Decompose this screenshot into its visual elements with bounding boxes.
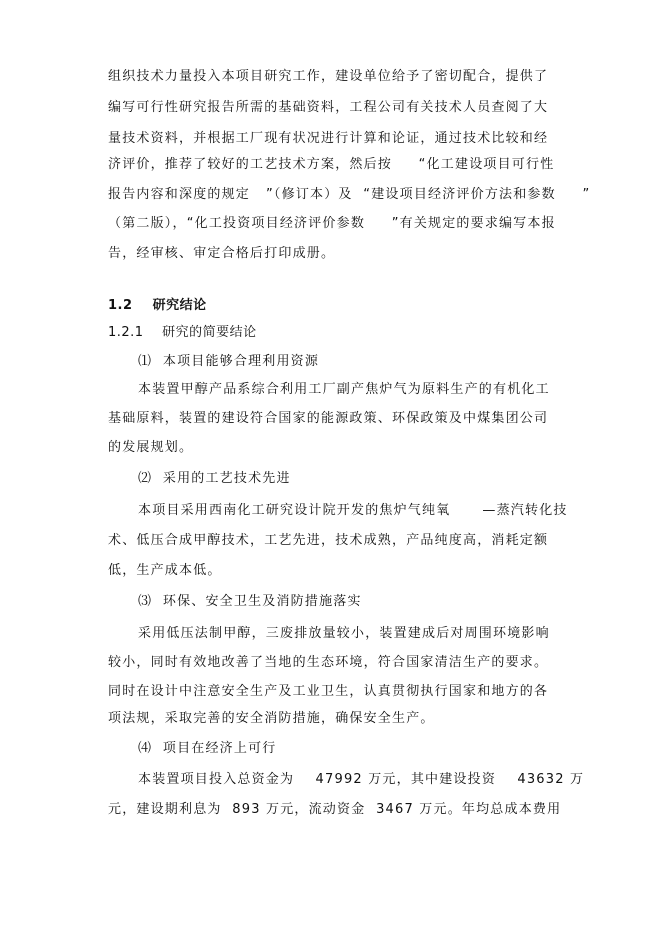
intro-line-5: 报告内容和深度的规定 ”（修订本）及 “建设项目经济评价方法和参数 ” (108, 187, 591, 202)
item-2-line-3: 低，生产成本低。 (108, 563, 222, 578)
intro-line-4: 济评价，推荐了较好的工艺技术方案，然后按 “化工建设项目可行性 (108, 157, 555, 172)
item-1-line-1: 本装置甲醇产品系综合利用工厂副产焦炉气为原料生产的有机化工 (138, 382, 550, 397)
item-3-line-2: 较小，同时有效地改善了当地的生态环境，符合国家清洁生产的要求。 (108, 655, 549, 670)
item-4-line-1: 本装置项目投入总资金为 47992 万元，其中建设投资 43632 万 (138, 772, 585, 787)
item-4-line-2: 元，建设期利息为 893 万元，流动资金 3467 万元。年均总成本费用 (108, 802, 562, 817)
subsection-heading: 1.2.1 研究的简要结论 (108, 325, 257, 340)
item-3-line-4: 项法规，采取完善的安全消防措施，确保安全生产。 (108, 711, 435, 726)
item-1-line-2: 基础原料，装置的建设符合国家的能源政策、环保政策及中煤集团公司 (108, 411, 549, 426)
intro-line-2: 编写可行性研究报告所需的基础资料，工程公司有关技术人员查阅了大 (108, 100, 549, 115)
item-3-line-3: 同时在设计中注意安全生产及工业卫生，认真贯彻执行国家和地方的各 (108, 684, 549, 699)
intro-line-3: 量技术资料，并根据工厂现有状况进行计算和论证，通过技术比较和经 (108, 131, 549, 146)
item-1-title: ⑴ 本项目能够合理利用资源 (138, 354, 320, 369)
item-3-title: ⑶ 环保、安全卫生及消防措施落实 (138, 594, 362, 609)
intro-line-1: 组织技术力量投入本项目研究工作，建设单位给予了密切配合，提供了 (108, 69, 549, 84)
intro-line-6: （第二版），“化工投资项目经济评价参数 ”有关规定的要求编写本报 (108, 216, 556, 231)
item-2-line-1: 本项目采用西南化工研究设计院开发的焦炉气纯氧 —蒸汽转化技 (138, 503, 568, 518)
item-2-title: ⑵ 采用的工艺技术先进 (138, 471, 291, 486)
item-4-title: ⑷ 项目在经济上可行 (138, 741, 277, 756)
intro-line-7: 告，经审核、审定合格后打印成册。 (108, 246, 336, 261)
item-2-line-2: 术、低压合成甲醇技术，工艺先进，技术成熟，产品纯度高，消耗定额 (108, 533, 549, 548)
item-3-line-1: 采用低压法制甲醇，三废排放量较小，装置建成后对周围环境影响 (138, 626, 550, 641)
section-heading: 1.2 研究结论 (108, 298, 207, 313)
item-1-line-3: 的发展规划。 (108, 440, 194, 455)
